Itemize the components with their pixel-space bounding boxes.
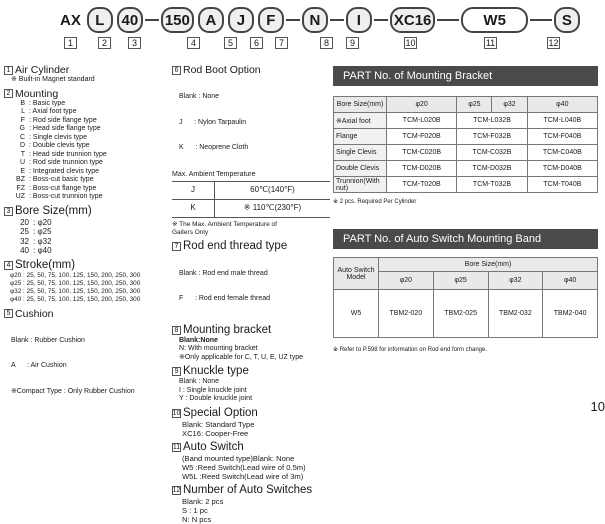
list-item: U : Rod side trunnion type	[19, 159, 103, 166]
list-item: (Band mounted type)Blank: None	[182, 453, 295, 463]
table-header-row: Auto Switch Model Bore Size(mm)	[334, 258, 598, 272]
list-item: F : Rod side flange type	[20, 116, 97, 124]
list-item: 20 : φ20	[20, 217, 52, 227]
list-item: Y : Double knuckle joint	[179, 395, 253, 402]
section-mounting-bracket: 8 Mounting bracket	[172, 324, 332, 337]
list-item: Blank : None	[179, 93, 220, 100]
table-row: Single Clevis TCM-C020B TCM-C032B TCM-C040B	[334, 145, 598, 161]
cushion-note: ※Compact Type : Only Rubber Cushion	[11, 387, 135, 395]
code-index-10: 10	[405, 38, 416, 48]
code-cushion: A	[198, 7, 224, 33]
list-item: Blank: Standard Type	[182, 419, 255, 429]
list-item: BZ : Boss-cut basic type	[16, 176, 94, 183]
options-column-middle	[172, 64, 332, 524]
section-rod-end: 7 Rod end thread type	[172, 240, 332, 253]
list-item: 40 : φ40	[20, 246, 52, 255]
knuckle-list	[172, 378, 332, 404]
list-item: Blank : None	[179, 378, 220, 385]
list-item: E : Integrated clevis type	[20, 167, 100, 175]
list-item: D : Double clevis type	[19, 142, 90, 149]
code-index-7: 7	[275, 37, 288, 49]
list-item: G : Head side flange type	[19, 125, 101, 132]
section-special-option: 10 Special Option	[172, 406, 258, 419]
bracket-note: ※ 2 pcs. Required Per Cylinder	[333, 199, 417, 205]
list-item: ※Only applicable for C, T, U, E, UZ type	[179, 353, 304, 361]
list-item: T : Head side trunnion type	[20, 150, 107, 158]
switch-band-table	[333, 257, 598, 338]
auto-switch-list	[172, 454, 332, 481]
list-item: Blank : Rod end male thread	[179, 269, 268, 277]
section-bore-size: 3 Bore Size(mm)	[4, 205, 166, 218]
list-item: S : 1 pc	[182, 505, 208, 515]
section-rod-boot: 6 Rod Boot Option	[172, 64, 332, 76]
list-item: 32 : φ32	[20, 236, 52, 246]
list-item: N: N pcs	[182, 514, 212, 524]
code-index-9: 9	[346, 37, 359, 49]
switch-band-note: ※ Refer to P.598 for information on Rod end form change.	[333, 347, 488, 353]
bore-list	[4, 218, 166, 256]
part-number-code	[58, 6, 580, 34]
section-mounting: 2 Mounting	[4, 88, 166, 100]
table-row: K ※ 110℃(230°F)	[172, 199, 330, 217]
code-knuckle: I	[346, 7, 372, 33]
code-prefix: AX	[60, 11, 81, 29]
code-mount: L	[87, 7, 113, 33]
section-air-cylinder: 1 Air Cylinder	[4, 64, 166, 76]
list-item: φ25 : 25, 50, 75, 100, 125, 150, 200, 250, 300	[10, 279, 141, 287]
list-item: FZ : Boss-cut flange type	[16, 184, 97, 192]
temp-note: ※ The Max. Ambient Temperature of Gaiters Only	[172, 220, 277, 236]
code-index-12: 12	[548, 38, 559, 48]
list-item: Blank:None	[179, 336, 218, 344]
code-stroke: 150	[161, 7, 194, 33]
bracket-table	[333, 96, 598, 193]
code-index-1: 1	[64, 37, 77, 49]
table-header-row: φ20 φ25 φ32 φ40	[334, 272, 598, 290]
list-item: B : Basic type	[20, 99, 66, 107]
cushion-list	[4, 320, 166, 414]
section-knuckle: 9 Knuckle type	[172, 365, 332, 378]
code-index-4: 4	[187, 37, 200, 49]
code-index-3: 3	[128, 37, 141, 49]
list-item: φ40 : 25, 50, 75, 100, 125, 150, 200, 250, 300	[10, 296, 141, 304]
list-item: 25 : φ25	[20, 227, 52, 236]
list-item: W5L :Reed Switch(Lead wire of 3m)	[182, 471, 304, 481]
code-switch: W5	[461, 7, 528, 33]
table-row: J 60℃(140°F)	[172, 181, 330, 199]
code-index-6: 6	[250, 37, 263, 49]
list-item: XC16: Cooper-Free	[182, 428, 249, 438]
list-item: N: With mounting bracket	[179, 345, 258, 352]
table-row: ※Axial foot TCM-L020B TCM-L032B TCM-L040B	[334, 113, 598, 129]
list-item: J : Nylon Tarpaulin	[179, 118, 247, 126]
code-bracket: N	[302, 7, 328, 33]
code-num-switches: S	[554, 7, 580, 33]
rod-boot-list	[172, 76, 332, 170]
switch-band-title: PART No. of Auto Switch Mounting Band	[333, 229, 598, 249]
code-rod-end: F	[258, 7, 284, 33]
list-item: φ20 : 25, 50, 75, 100, 125, 150, 200, 250, 300	[10, 271, 141, 279]
number-switches-list	[172, 497, 332, 524]
table-row: Double Clevis TCM-D020B TCM-D032B TCM-D040B	[334, 161, 598, 177]
bracket-table-title: PART No. of Mounting Bracket	[333, 66, 598, 86]
section-auto-switch: 11 Auto Switch	[172, 440, 244, 453]
temperature-table	[172, 181, 330, 218]
code-index-2: 2	[98, 37, 111, 49]
code-special: XC16	[390, 7, 436, 33]
section-cushion: 5 Cushion	[4, 308, 166, 320]
list-item: L : Axial foot type	[21, 108, 77, 115]
rod-end-list	[172, 253, 332, 321]
code-index-11: 11	[485, 38, 496, 48]
temp-title: Max. Ambient Temperature	[172, 170, 256, 178]
list-item: Blank: 2 pcs	[182, 496, 224, 506]
options-column-left	[4, 64, 166, 413]
section-stroke: 4 Stroke(mm)	[4, 259, 166, 272]
code-rod-boot: J	[228, 7, 254, 33]
list-item: I : Single knuckle joint	[179, 386, 247, 394]
special-option-list	[172, 420, 332, 438]
stroke-list	[4, 272, 166, 305]
list-item: φ32 : 25, 50, 75, 100, 125, 150, 200, 250, 300	[10, 288, 141, 296]
list-item: W5 :Reed Switch(Lead wire of 0.5m)	[182, 462, 306, 472]
list-item: F : Rod end female thread	[179, 295, 271, 302]
code-bore: 40	[117, 7, 143, 33]
page-number: 10	[590, 399, 605, 414]
list-item: A : Air Cushion	[11, 362, 67, 370]
list-item: K : Neoprene Cloth	[179, 144, 249, 151]
code-index-8: 8	[320, 37, 333, 49]
code-index-5: 5	[224, 37, 237, 49]
list-item: Blank : Rubber Cushion	[11, 336, 85, 344]
table-row: Trunnion(With nut) TCM-T020B TCM-T032B TCM-T040B	[334, 177, 598, 193]
section-number-switches: 12 Number of Auto Switches	[172, 483, 313, 496]
list-item: C : Single clevis type	[19, 133, 87, 141]
list-item: UZ : Boss-cut trunnion type	[15, 193, 103, 200]
air-cylinder-note: ※ Built-in Magnet standard	[11, 76, 95, 83]
mounting-bracket-list	[172, 337, 332, 363]
mounting-list	[4, 100, 166, 202]
table-row: Flange TCM-F020B TCM-F032B TCM-F040B	[334, 129, 598, 145]
table-row: W5 TBM2-020 TBM2-025 TBM2-032 TBM2-040	[334, 290, 598, 338]
table-header-row: Bore Size(mm) φ20 φ25 φ32 φ40	[334, 97, 598, 113]
